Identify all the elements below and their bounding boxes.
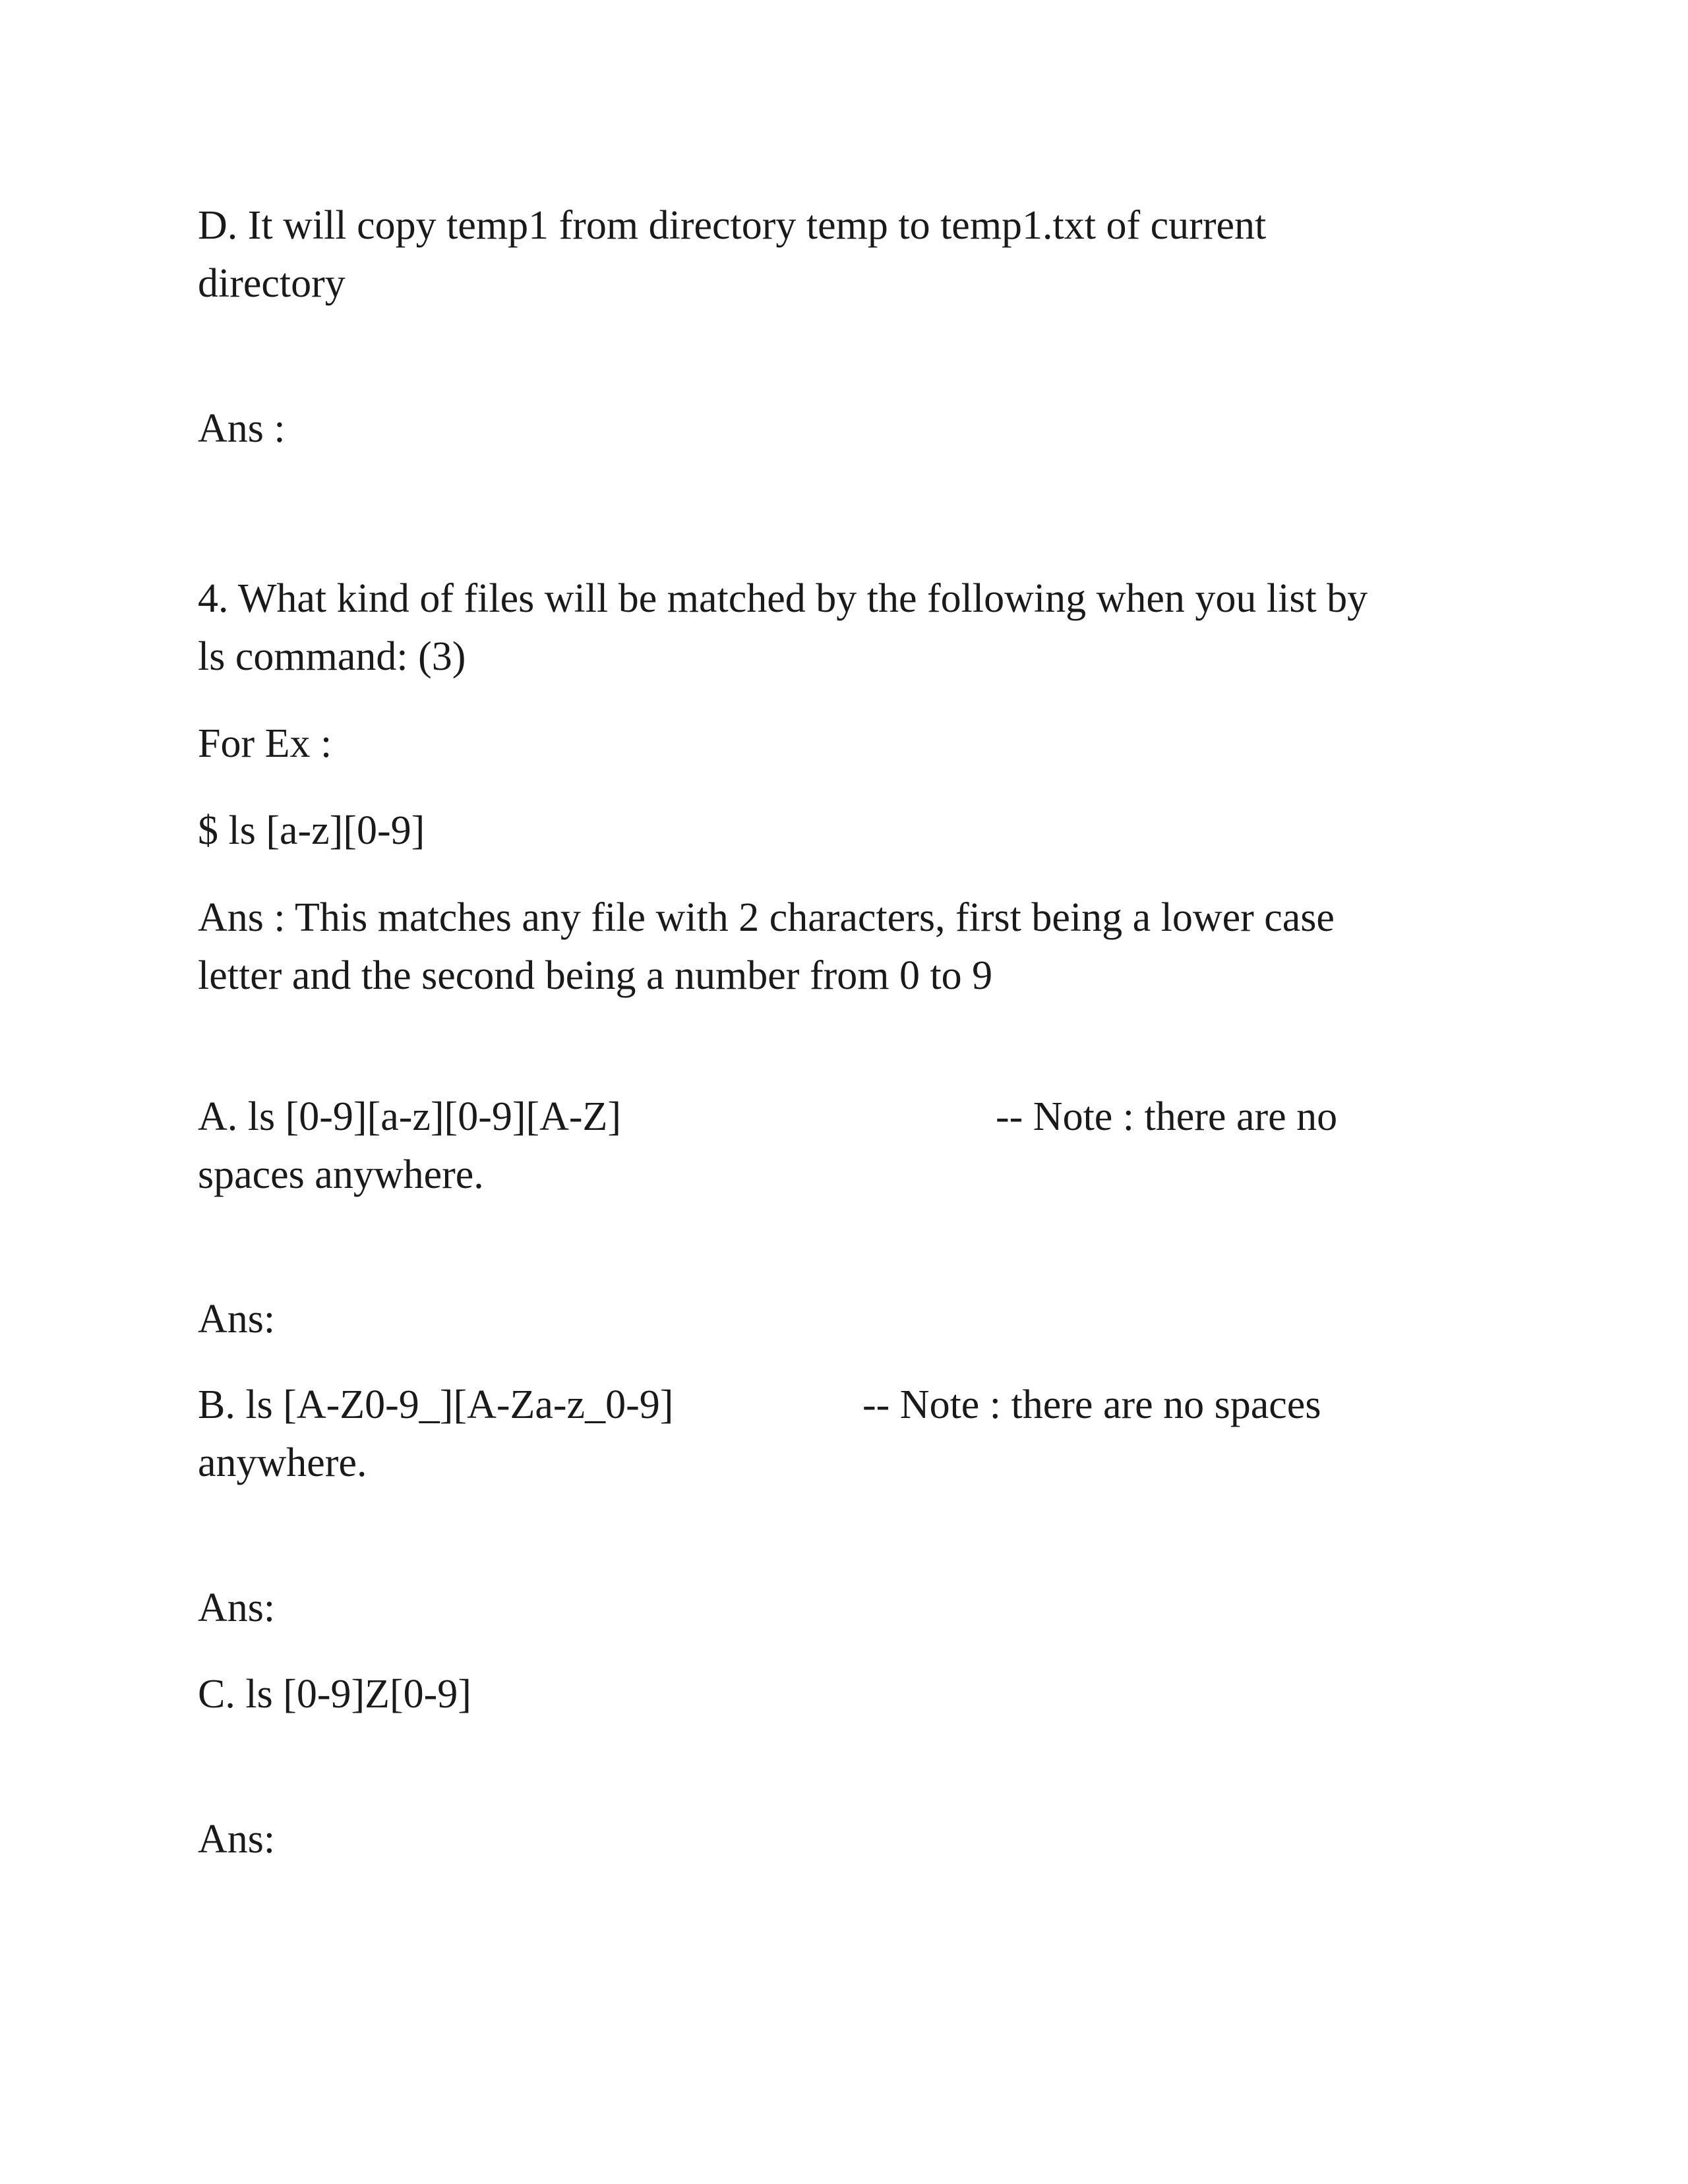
question-4-line-2: ls command: (3) [198, 634, 466, 679]
question-4 [198, 570, 1517, 686]
answer-a-label: Ans: [198, 1297, 276, 1342]
answer-c-label: Ans: [198, 1817, 276, 1862]
option-a-line-2: spaces anywhere. [198, 1152, 484, 1197]
option-d-line-2: directory [198, 261, 346, 306]
example-label-text: For Ex : [198, 721, 332, 766]
answer-b [198, 1579, 1517, 1637]
answer-b-label: Ans: [198, 1585, 276, 1630]
option-a-command: A. ls [0-9][a-z][0-9][A-Z] [198, 1094, 622, 1139]
answer-d [198, 399, 1517, 457]
example-command-text: $ ls [a-z][0-9] [198, 808, 425, 853]
option-b [198, 1376, 1517, 1492]
option-d-line-1: D. It will copy temp1 from directory temp to temp1.txt of current [198, 203, 1267, 248]
option-a [198, 1088, 1517, 1204]
option-b-line-2: anywhere. [198, 1440, 367, 1485]
example-answer-line-2: letter and the second being a number from 0 to 9 [198, 953, 993, 998]
example-command [198, 802, 1517, 860]
option-d-text [198, 196, 1517, 312]
answer-a [198, 1290, 1517, 1348]
question-4-line-1: 4. What kind of files will be matched by the following when you list by [198, 576, 1368, 621]
option-b-command: B. ls [A-Z0-9_][A-Za-z_0-9] [198, 1382, 674, 1427]
example-label [198, 715, 1517, 773]
option-a-note: -- Note : there are no [996, 1094, 1338, 1139]
answer-d-label: Ans : [198, 406, 286, 451]
option-c [198, 1665, 1517, 1723]
example-answer [198, 889, 1517, 1005]
answer-c [198, 1810, 1517, 1868]
example-answer-line-1: Ans : This matches any file with 2 characters, first being a lower case [198, 895, 1335, 940]
option-b-note: -- Note : there are no spaces [862, 1382, 1321, 1427]
option-c-command: C. ls [0-9]Z[0-9] [198, 1672, 471, 1717]
